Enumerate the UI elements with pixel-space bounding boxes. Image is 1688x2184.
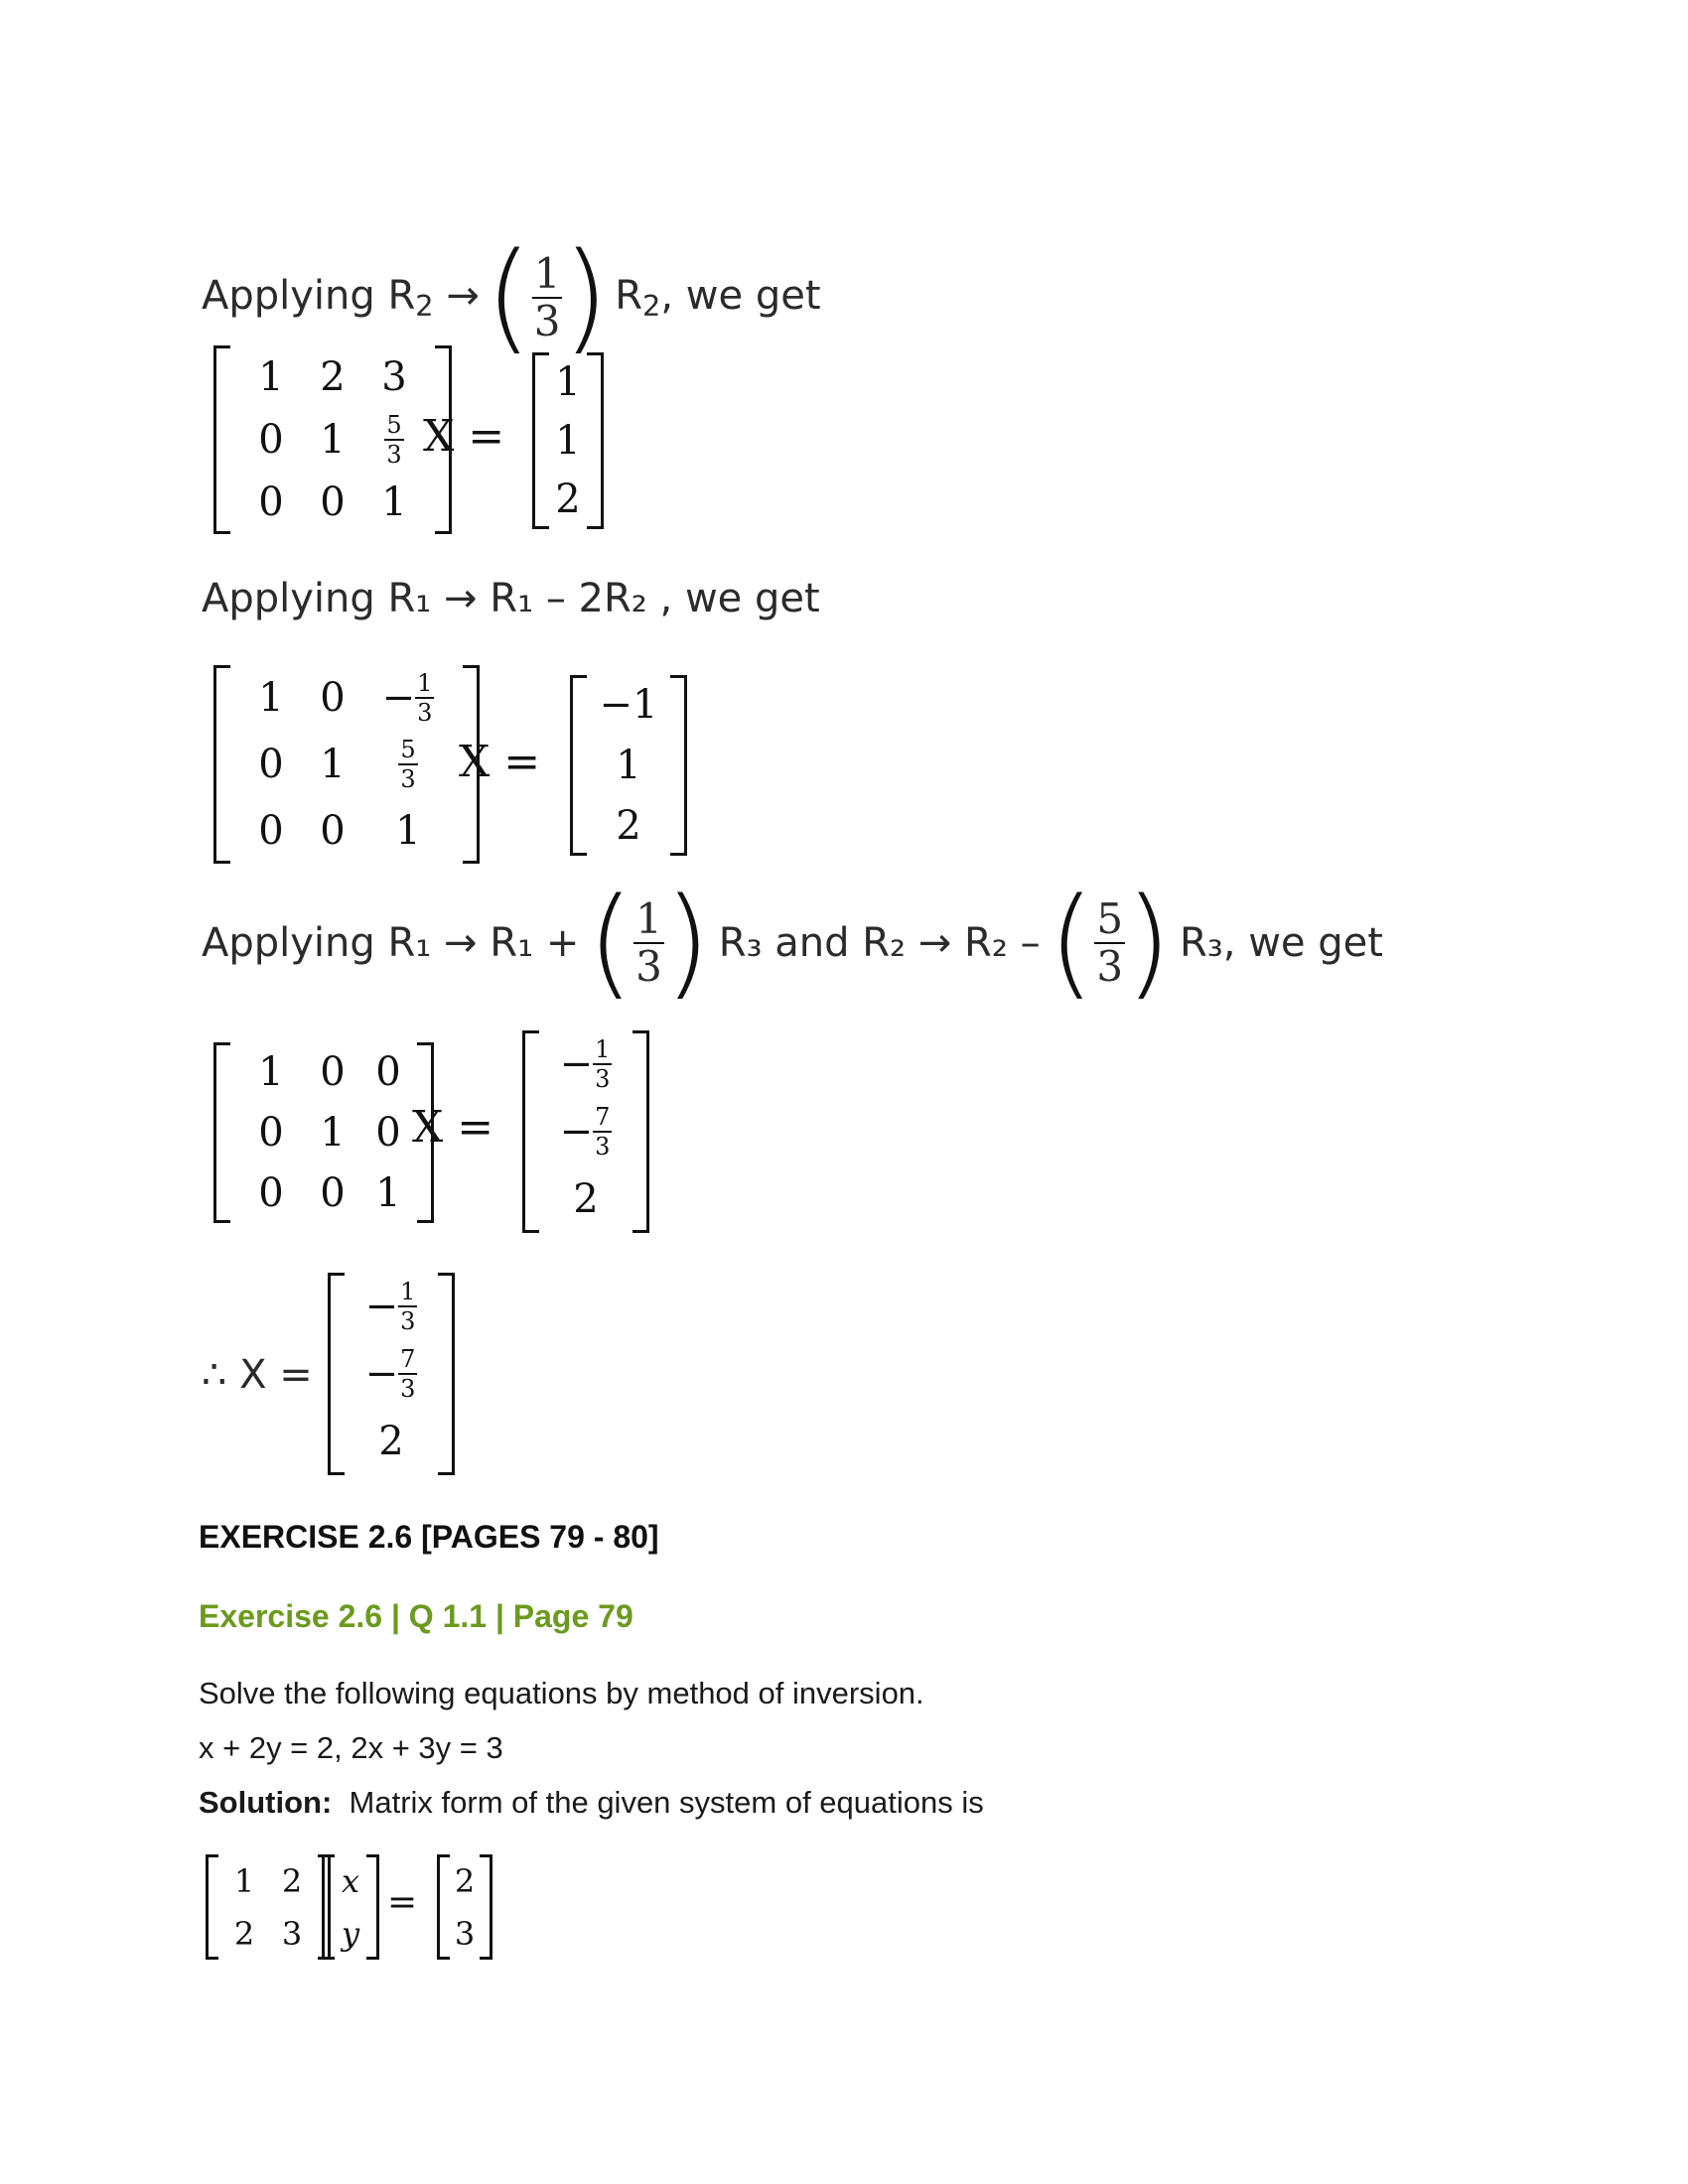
equals-x-1: X = [423, 411, 505, 462]
step1-text [202, 228, 821, 366]
matrix-1-rhs: 1 1 2 [532, 352, 604, 529]
step1-prefix: Applying $R_2$ → [202, 272, 480, 324]
matrix-1: 1 2 3 0 1 $\frac{5}{3}$ 0 0 1 [213, 345, 452, 534]
exercise-reference-link[interactable]: Exercise 2.6 | Q 1.1 | Page 79 [199, 1598, 633, 1634]
matrix-A: 1 2 2 3 [206, 1854, 331, 1960]
therefore-x: ∴ X = [202, 1352, 313, 1398]
matrix-vars: x y [322, 1854, 379, 1960]
step2-text: Applying R₁ → R₁ – 2R₂ , we get [202, 576, 820, 621]
step1-suffix: $R_2$, we get [615, 272, 821, 324]
exercise-heading: EXERCISE 2.6 [PAGES 79 - 80] [199, 1519, 659, 1555]
matrix-B: 2 3 [437, 1854, 492, 1960]
equations-text: x + 2y = 2, 2x + 3y = 3 [199, 1730, 503, 1765]
equals-x-3: X = [412, 1102, 494, 1153]
question-text: Solve the following equations by method of inversion. [199, 1676, 924, 1710]
step1-fraction: ( $\frac{1}{3}$ ) [485, 228, 610, 366]
solution-text: Matrix form of the given system of equations is [349, 1785, 984, 1820]
solution-label: Solution: [199, 1785, 333, 1820]
matrix-2: 1 0 − $\frac{1}{3}$ 0 1 $\frac{5}{3}$ 0 0 1 [213, 665, 480, 864]
matrix-2-rhs: −1 1 2 [570, 675, 687, 856]
final-result-matrix: − $\frac{1}{3}$ − $\frac{7}{3}$ 2 [328, 1273, 455, 1475]
equals-x-2: X = [459, 737, 541, 787]
matrix-3: 1 0 0 0 1 0 0 0 1 [213, 1042, 434, 1223]
solution-line [199, 1785, 984, 1821]
equals-sign: = [387, 1882, 418, 1923]
step3-text: Applying R₁ → R₁ + ( $\frac{1}{3}$ ) R₃ and R₂ → R₂ – ( $\frac{5}{3}$ ) R₃, we get [202, 874, 1383, 1012]
matrix-3-rhs: − $\frac{1}{3}$ − $\frac{7}{3}$ 2 [522, 1030, 649, 1233]
fraction: $\frac{5}{3}$ [386, 410, 402, 469]
